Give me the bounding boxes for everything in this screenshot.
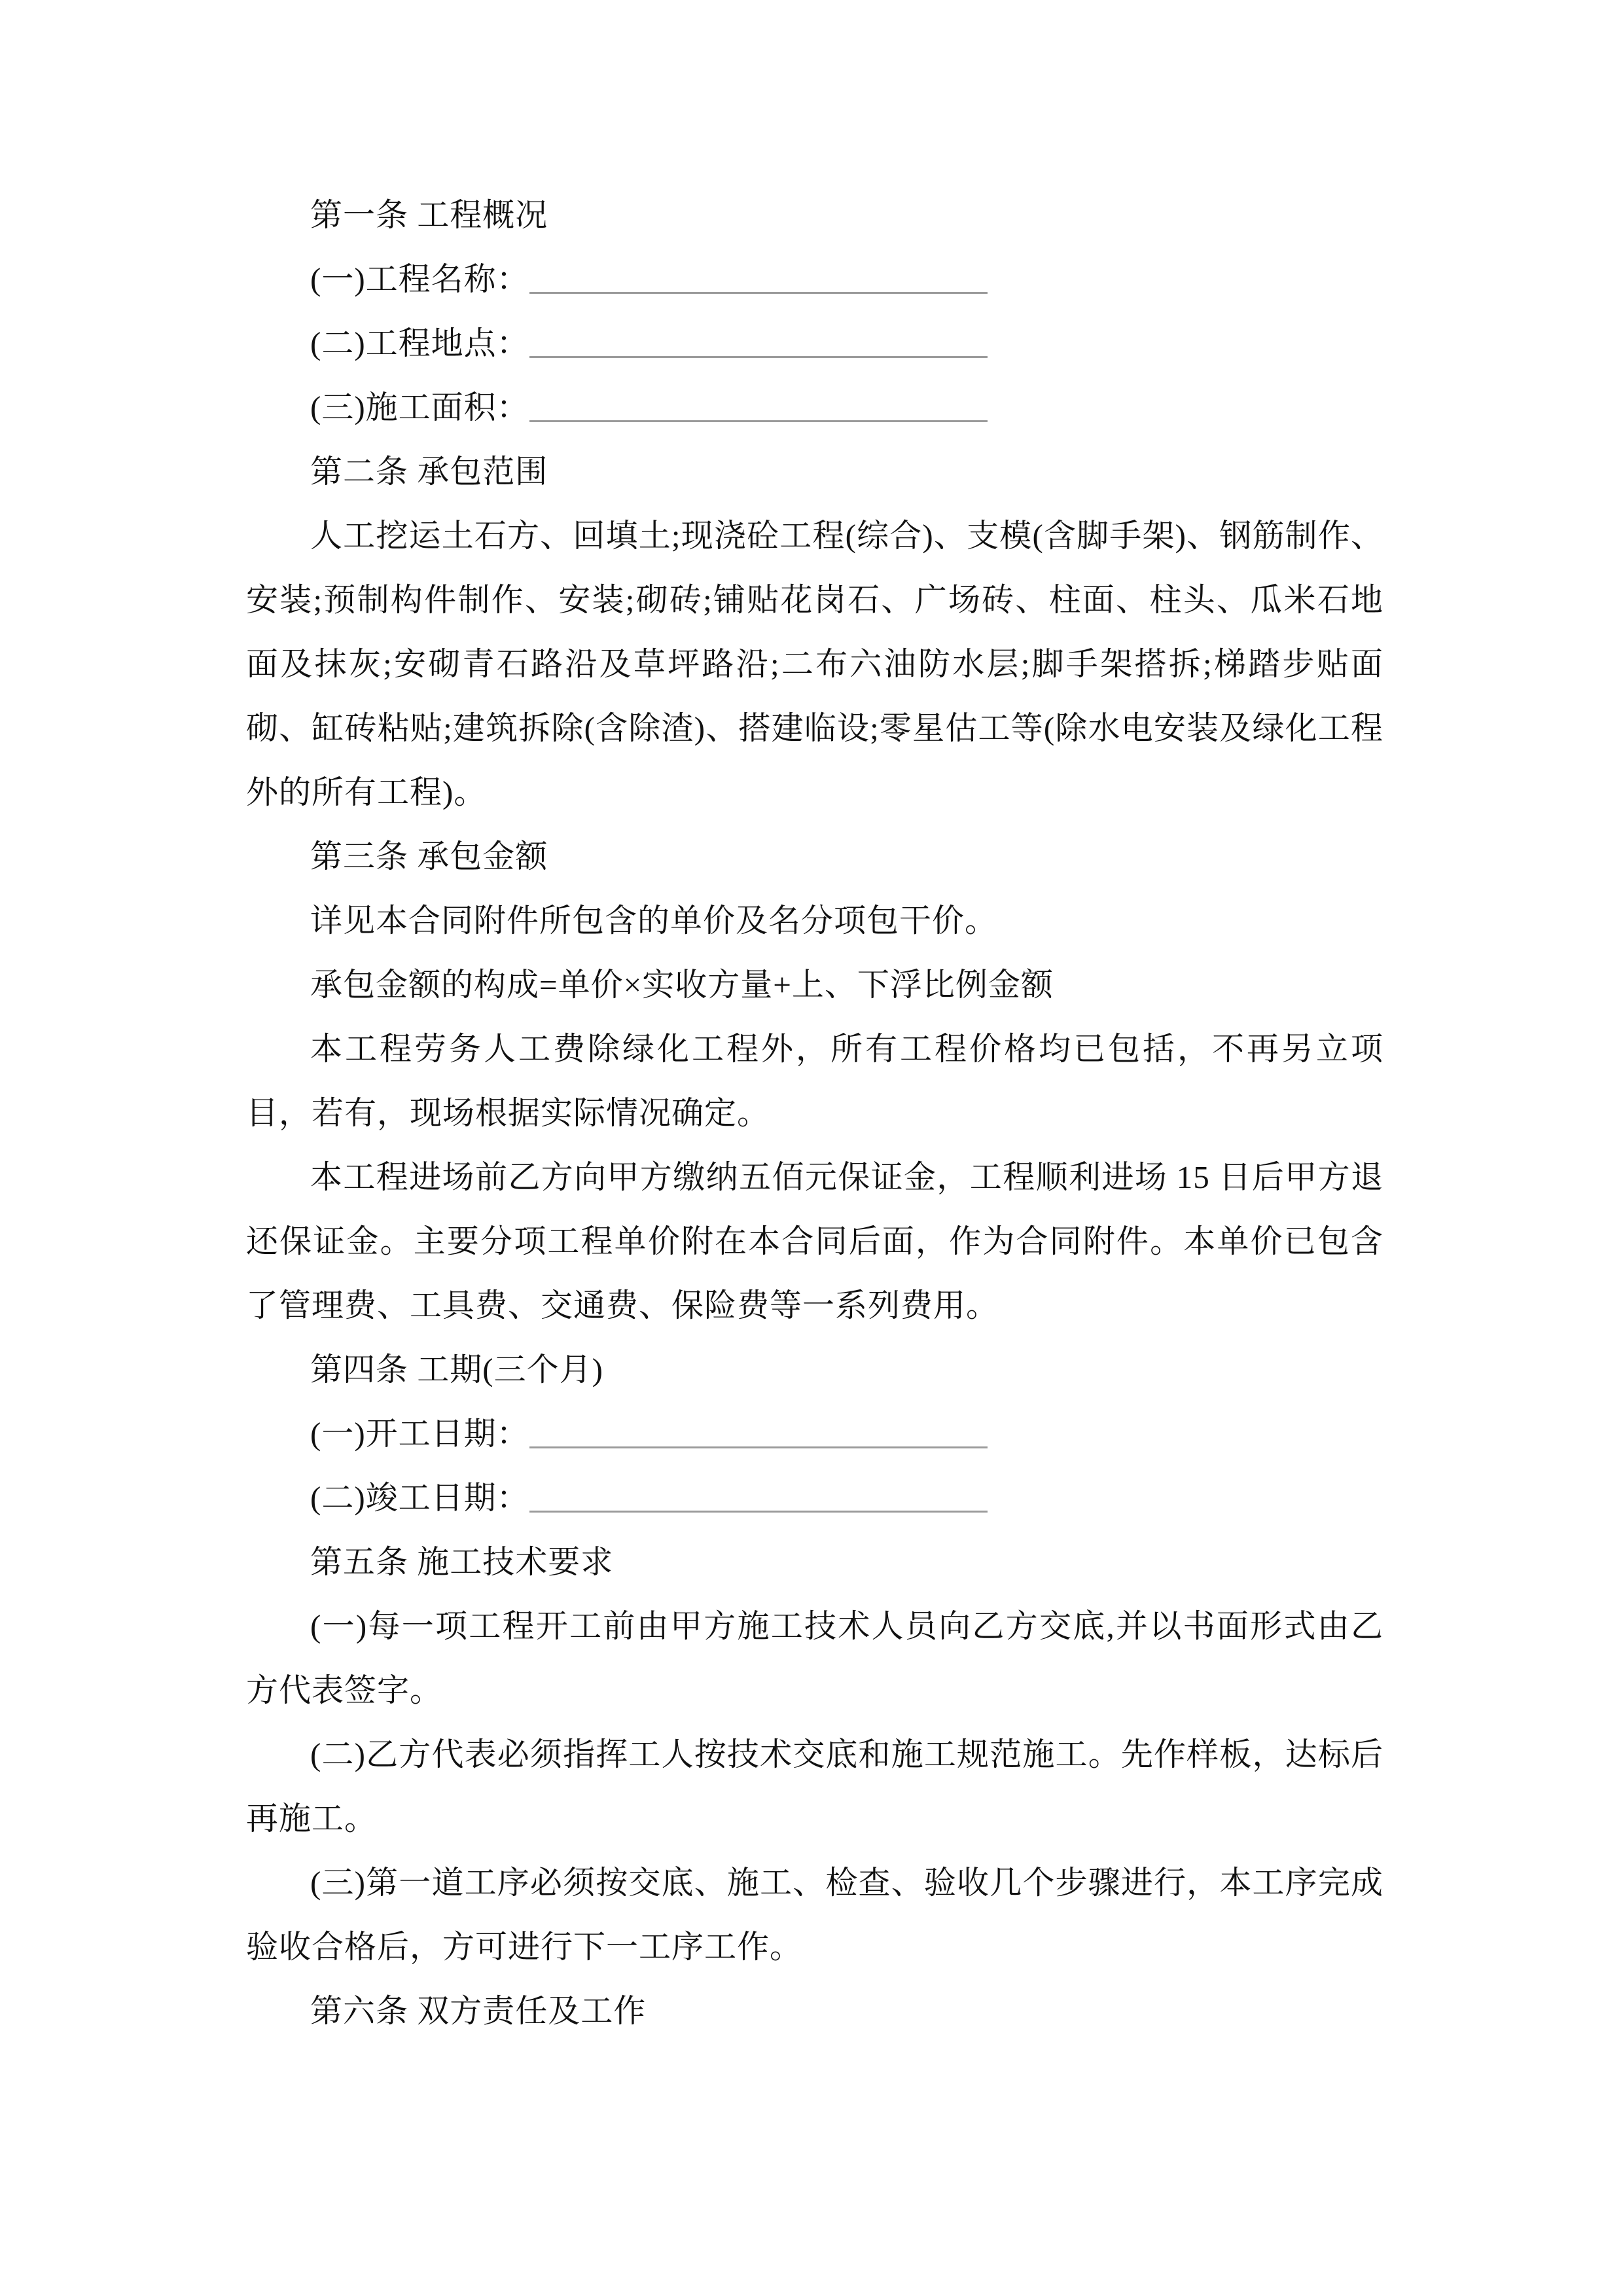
field-label: (二)竣工日期：	[310, 1480, 529, 1516]
section-heading: 第三条 承包金额	[310, 838, 548, 874]
paragraph: 详见本合同附件所包含的单价及名分项包干价。	[310, 903, 998, 939]
section-heading: 第六条 双方责任及工作	[310, 1993, 647, 2029]
form-field-line	[246, 1402, 1383, 1466]
blank-underline	[529, 1511, 988, 1513]
paragraph: 本工程进场前乙方向甲方缴纳五佰元保证金，工程顺利进场 15 日后甲方退还保证金。主要分项工程单价附在本合同后面，作为合同附件。本单价已包含了管理费、工具费、交通费、保险费等一系列费用。	[246, 1159, 1383, 1323]
document-body	[246, 183, 1383, 2043]
section-heading: 第二条 承包范围	[310, 454, 548, 490]
form-field-line	[246, 312, 1383, 376]
paragraph: 承包金额的构成=单价×实收方量+上、下浮比例金额	[310, 967, 1054, 1003]
paragraph: (二)乙方代表必须指挥工人按技术交底和施工规范施工。先作样板，达标后再施工。	[246, 1736, 1383, 1837]
blank-underline	[529, 292, 988, 294]
paragraph: (三)第一道工序必须按交底、施工、检查、验收几个步骤进行，本工序完成验收合格后，方可进行下一工序工作。	[246, 1865, 1383, 1965]
field-label: (一)工程名称：	[310, 261, 529, 297]
blank-underline	[529, 356, 988, 358]
field-label: (一)开工日期：	[310, 1416, 529, 1452]
paragraph: 本工程劳务人工费除绿化工程外，所有工程价格均已包括，不再另立项目，若有，现场根据实际情况确定。	[246, 1031, 1383, 1131]
section-heading: 第一条 工程概况	[310, 197, 548, 233]
field-label: (二)工程地点：	[310, 325, 529, 361]
paragraph: 人工挖运土石方、回填土;现浇砼工程(综合)、支模(含脚手架)、钢筋制作、安装;预制构件制作、安装;砌砖;铺贴花岗石、广场砖、柱面、柱头、瓜米石地面及抹灰;安砌青石路沿及草坪路沿;二布六油防水层;脚手架搭拆;梯踏步贴面砌、缸砖粘贴;建筑拆除(含除渣)、搭建临设;零星估工等(除水电安装及绿化工程外的所有工程)。	[246, 518, 1383, 810]
form-field-line	[246, 1466, 1383, 1530]
section-heading: 第五条 施工技术要求	[310, 1544, 614, 1580]
blank-underline	[529, 420, 988, 422]
form-field-line	[246, 247, 1383, 312]
paragraph: (一)每一项工程开工前由甲方施工技术人员向乙方交底,并以书面形式由乙方代表签字。	[246, 1608, 1383, 1708]
field-label: (三)施工面积：	[310, 389, 529, 425]
blank-underline	[529, 1446, 988, 1448]
section-heading: 第四条 工期(三个月)	[310, 1352, 603, 1388]
form-field-line	[246, 376, 1383, 440]
